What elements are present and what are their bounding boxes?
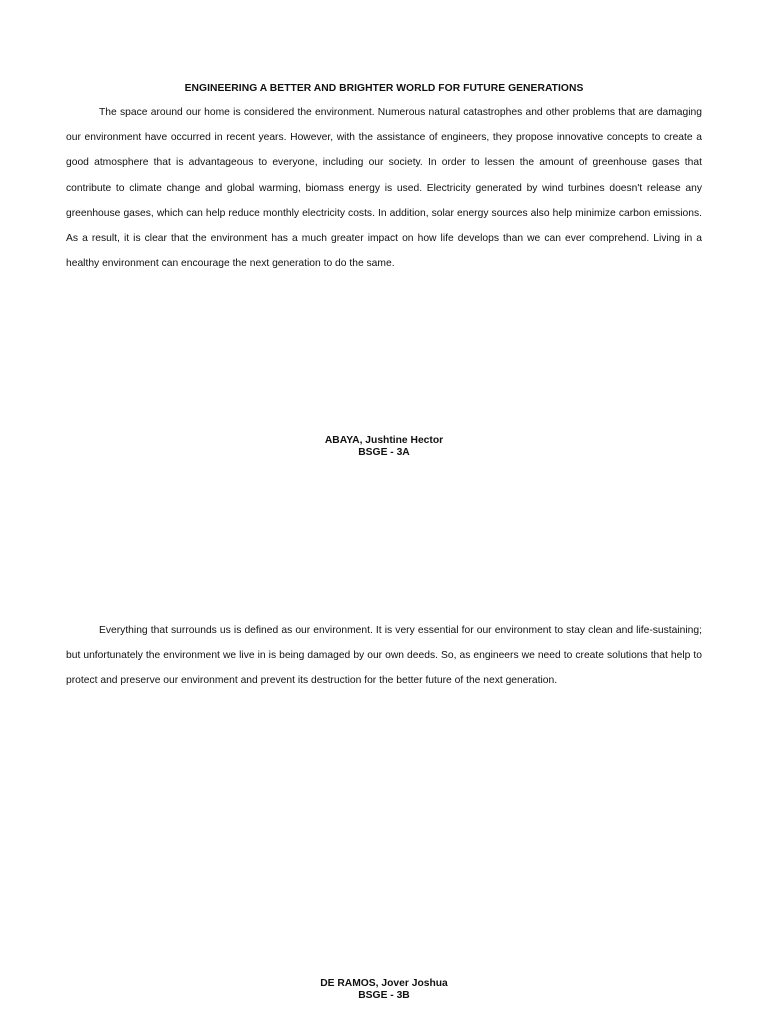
author-name: ABAYA, Jushtine Hector (324, 435, 444, 446)
author-section: BSGE - 3B (358, 990, 410, 1001)
essay-paragraph-2: Everything that surrounds us is defined as our environment. It is very essential for our environment to stay clean and life-sustaining; but unfortunately the environment we live in is being damaged by our own deeds. So, as engineers we need to create solutions that help to protect and preserve our environment and prevent its destruction for the better future of the next generation. (66, 625, 702, 687)
author-block-2 (66, 978, 702, 1002)
document-title: ENGINEERING A BETTER AND BRIGHTER WORLD FOR FUTURE GENERATIONS (184, 83, 584, 94)
author-name: DE RAMOS, Jover Joshua (320, 978, 448, 989)
essay-paragraph-1: The space around our home is considered the environment. Numerous natural catastrophes and other problems that are damaging our environment have occurred in recent years. However, with the assistance of engineers, they propose innovative concepts to create a good atmosphere that is advantageous to everyone, including our society. In order to lessen the amount of greenhouse gases that contribute to climate change and global warming, biomass energy is used. Electricity generated by wind turbines doesn't release any greenhouse gases, which can help reduce monthly electricity costs. In addition, solar energy sources also help minimize carbon emissions. As a result, it is clear that the environment has a much greater impact on how life develops than we can ever comprehend. Living in a healthy environment can encourage the next generation to do the same. (66, 107, 702, 270)
author-block-1 (66, 435, 702, 459)
author-section: BSGE - 3A (358, 447, 410, 458)
